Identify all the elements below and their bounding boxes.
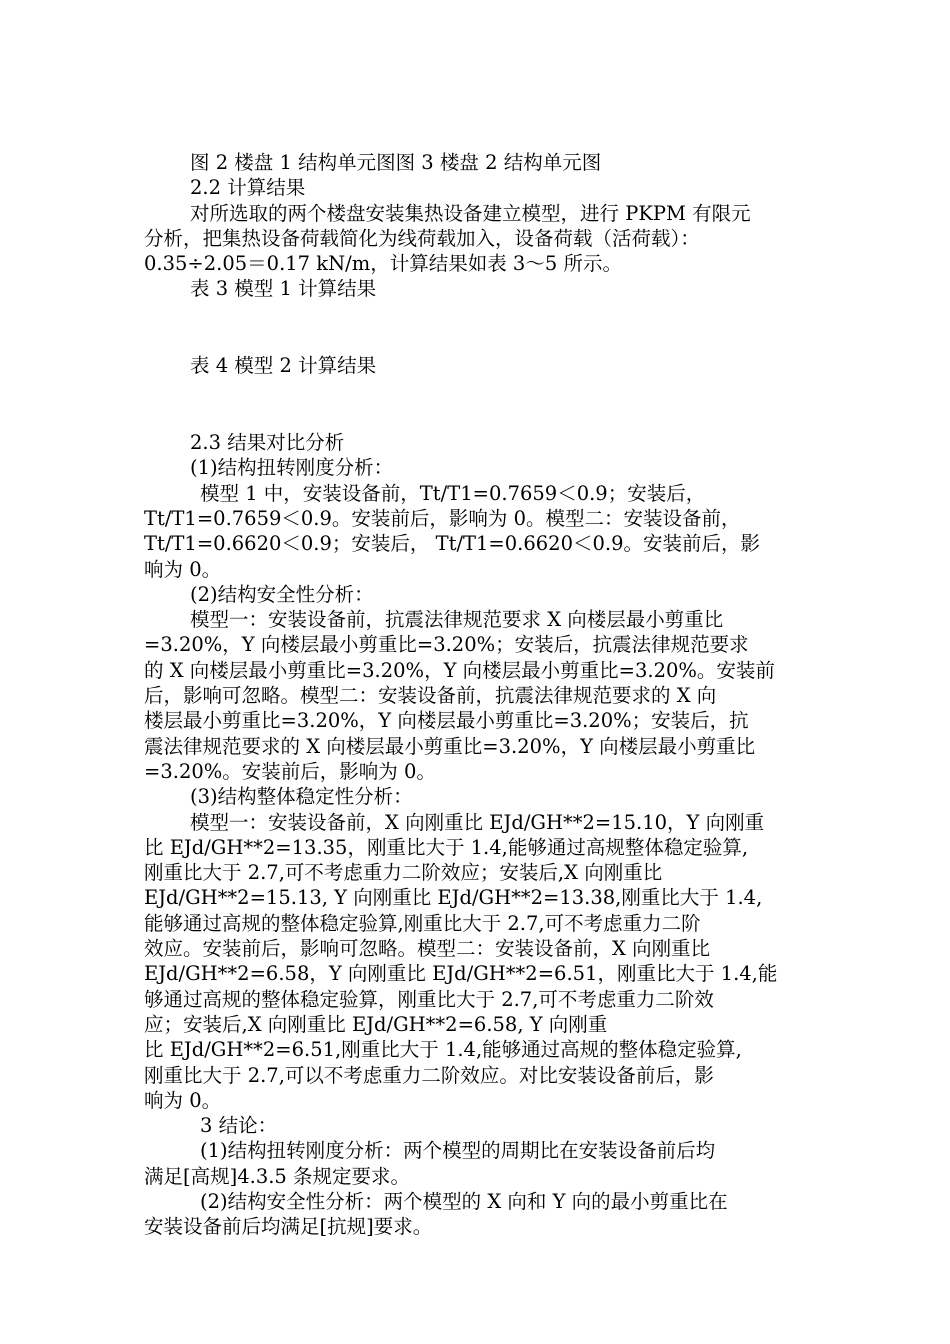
paragraph-line: 安装设备前后均满足[抗规]要求。 (144, 1215, 433, 1239)
paragraph-line: 应；安装后,X 向刚重比 EJd/GH**2=6.58, Y 向刚重 (144, 1012, 608, 1036)
paragraph-line: 能够通过高规的整体稳定验算,刚重比大于 2.7,可不考虑重力二阶 (144, 911, 701, 935)
paragraph-line: EJd/GH**2=6.58，Y 向刚重比 EJd/GH**2=6.51，刚重比大于 1.4,能 (144, 962, 778, 986)
paragraph-line: Tt/T1=0.6620＜0.9；安装后， Tt/T1=0.6620＜0.9。安装前后，影 (144, 532, 761, 556)
paragraph-line: 够通过高规的整体稳定验算，刚重比大于 2.7,可不考虑重力二阶效 (144, 987, 714, 1011)
section-heading-3: 3 结论： (200, 1114, 278, 1138)
table-placeholder (144, 302, 808, 353)
figure-caption: 图 2 楼盘 1 结构单元图图 3 楼盘 2 结构单元图 (190, 151, 602, 174)
paragraph-line: 0.35÷2.05＝0.17 kN/m，计算结果如表 3～5 所示。 (144, 252, 622, 276)
paragraph-line: 震法律规范要求的 X 向楼层最小剪重比=3.20%，Y 向楼层最小剪重比 (144, 734, 756, 758)
paragraph-line: =3.20%。安装前后，影响为 0。 (144, 759, 436, 783)
paragraph-line: 响为 0。 (144, 1088, 222, 1112)
paragraph-line: 后，影响可忽略。模型二：安装设备前，抗震法律规范要求的 X 向 (144, 684, 717, 708)
paragraph-line: (1)结构扭转刚度分析：两个模型的周期比在安装设备前后均 (200, 1139, 716, 1163)
paragraph-line: 刚重比大于 2.7,可不考虑重力二阶效应；安装后,X 向刚重比 (144, 861, 663, 885)
subheading: (3)结构整体稳定性分析： (190, 785, 413, 809)
table-placeholder (144, 378, 808, 430)
section-heading-2-3: 2.3 结果对比分析 (190, 431, 345, 455)
paragraph-line: (2)结构安全性分析：两个模型的 X 向和 Y 向的最小剪重比在 (200, 1189, 728, 1213)
paragraph-line: =3.20%，Y 向楼层最小剪重比=3.20%；安装后，抗震法律规范要求 (144, 633, 749, 657)
paragraph-line: 模型一：安装设备前，抗震法律规范要求 X 向楼层最小剪重比 (190, 608, 724, 632)
paragraph-line: 比 EJd/GH**2=6.51,刚重比大于 1.4,能够通过高规的整体稳定验算, (144, 1038, 742, 1062)
paragraph-line: 刚重比大于 2.7,可以不考虑重力二阶效应。对比安装设备前后，影 (144, 1063, 714, 1087)
paragraph-line: 响为 0。 (144, 557, 222, 581)
paragraph-line: 满足[高规]4.3.5 条规定要求。 (144, 1164, 411, 1188)
paragraph-line: 模型一：安装设备前，X 向刚重比 EJd/GH**2=15.10，Y 向刚重 (190, 810, 765, 834)
paragraph-line: 对所选取的两个楼盘安装集热设备建立模型，进行 PKPM 有限元 (190, 201, 751, 225)
paragraph-line: 模型 1 中，安装设备前，Tt/T1=0.7659＜0.9；安装后， (200, 481, 706, 505)
paragraph-line: EJd/GH**2=15.13, Y 向刚重比 EJd/GH**2=13.38,刚重比大于 1.4, (144, 886, 763, 910)
paragraph-line: 的 X 向楼层最小剪重比=3.20%，Y 向楼层最小剪重比=3.20%。安装前 (144, 658, 775, 682)
subheading: (2)结构安全性分析： (190, 582, 374, 606)
paragraph-line: 楼层最小剪重比=3.20%，Y 向楼层最小剪重比=3.20%；安装后，抗 (144, 709, 749, 733)
table-caption-3: 表 3 模型 1 计算结果 (190, 277, 377, 301)
paragraph-line: Tt/T1=0.7659＜0.9。安装前后，影响为 0。模型二：安装设备前， (144, 506, 741, 530)
table-caption-4: 表 4 模型 2 计算结果 (190, 353, 377, 377)
paragraph-line: 比 EJd/GH**2=13.35，刚重比大于 1.4,能够通过高规整体稳定验算, (144, 835, 749, 859)
section-heading-2-2: 2.2 计算结果 (190, 176, 306, 200)
paragraph-line: 效应。安装前后，影响可忽略。模型二：安装设备前，X 向刚重比 (144, 937, 711, 961)
paragraph-line: 分析，把集热设备荷载简化为线荷载加入，设备荷载（活荷载）： (144, 226, 700, 250)
document-body (144, 150, 808, 1240)
subheading: (1)结构扭转刚度分析： (190, 456, 394, 480)
